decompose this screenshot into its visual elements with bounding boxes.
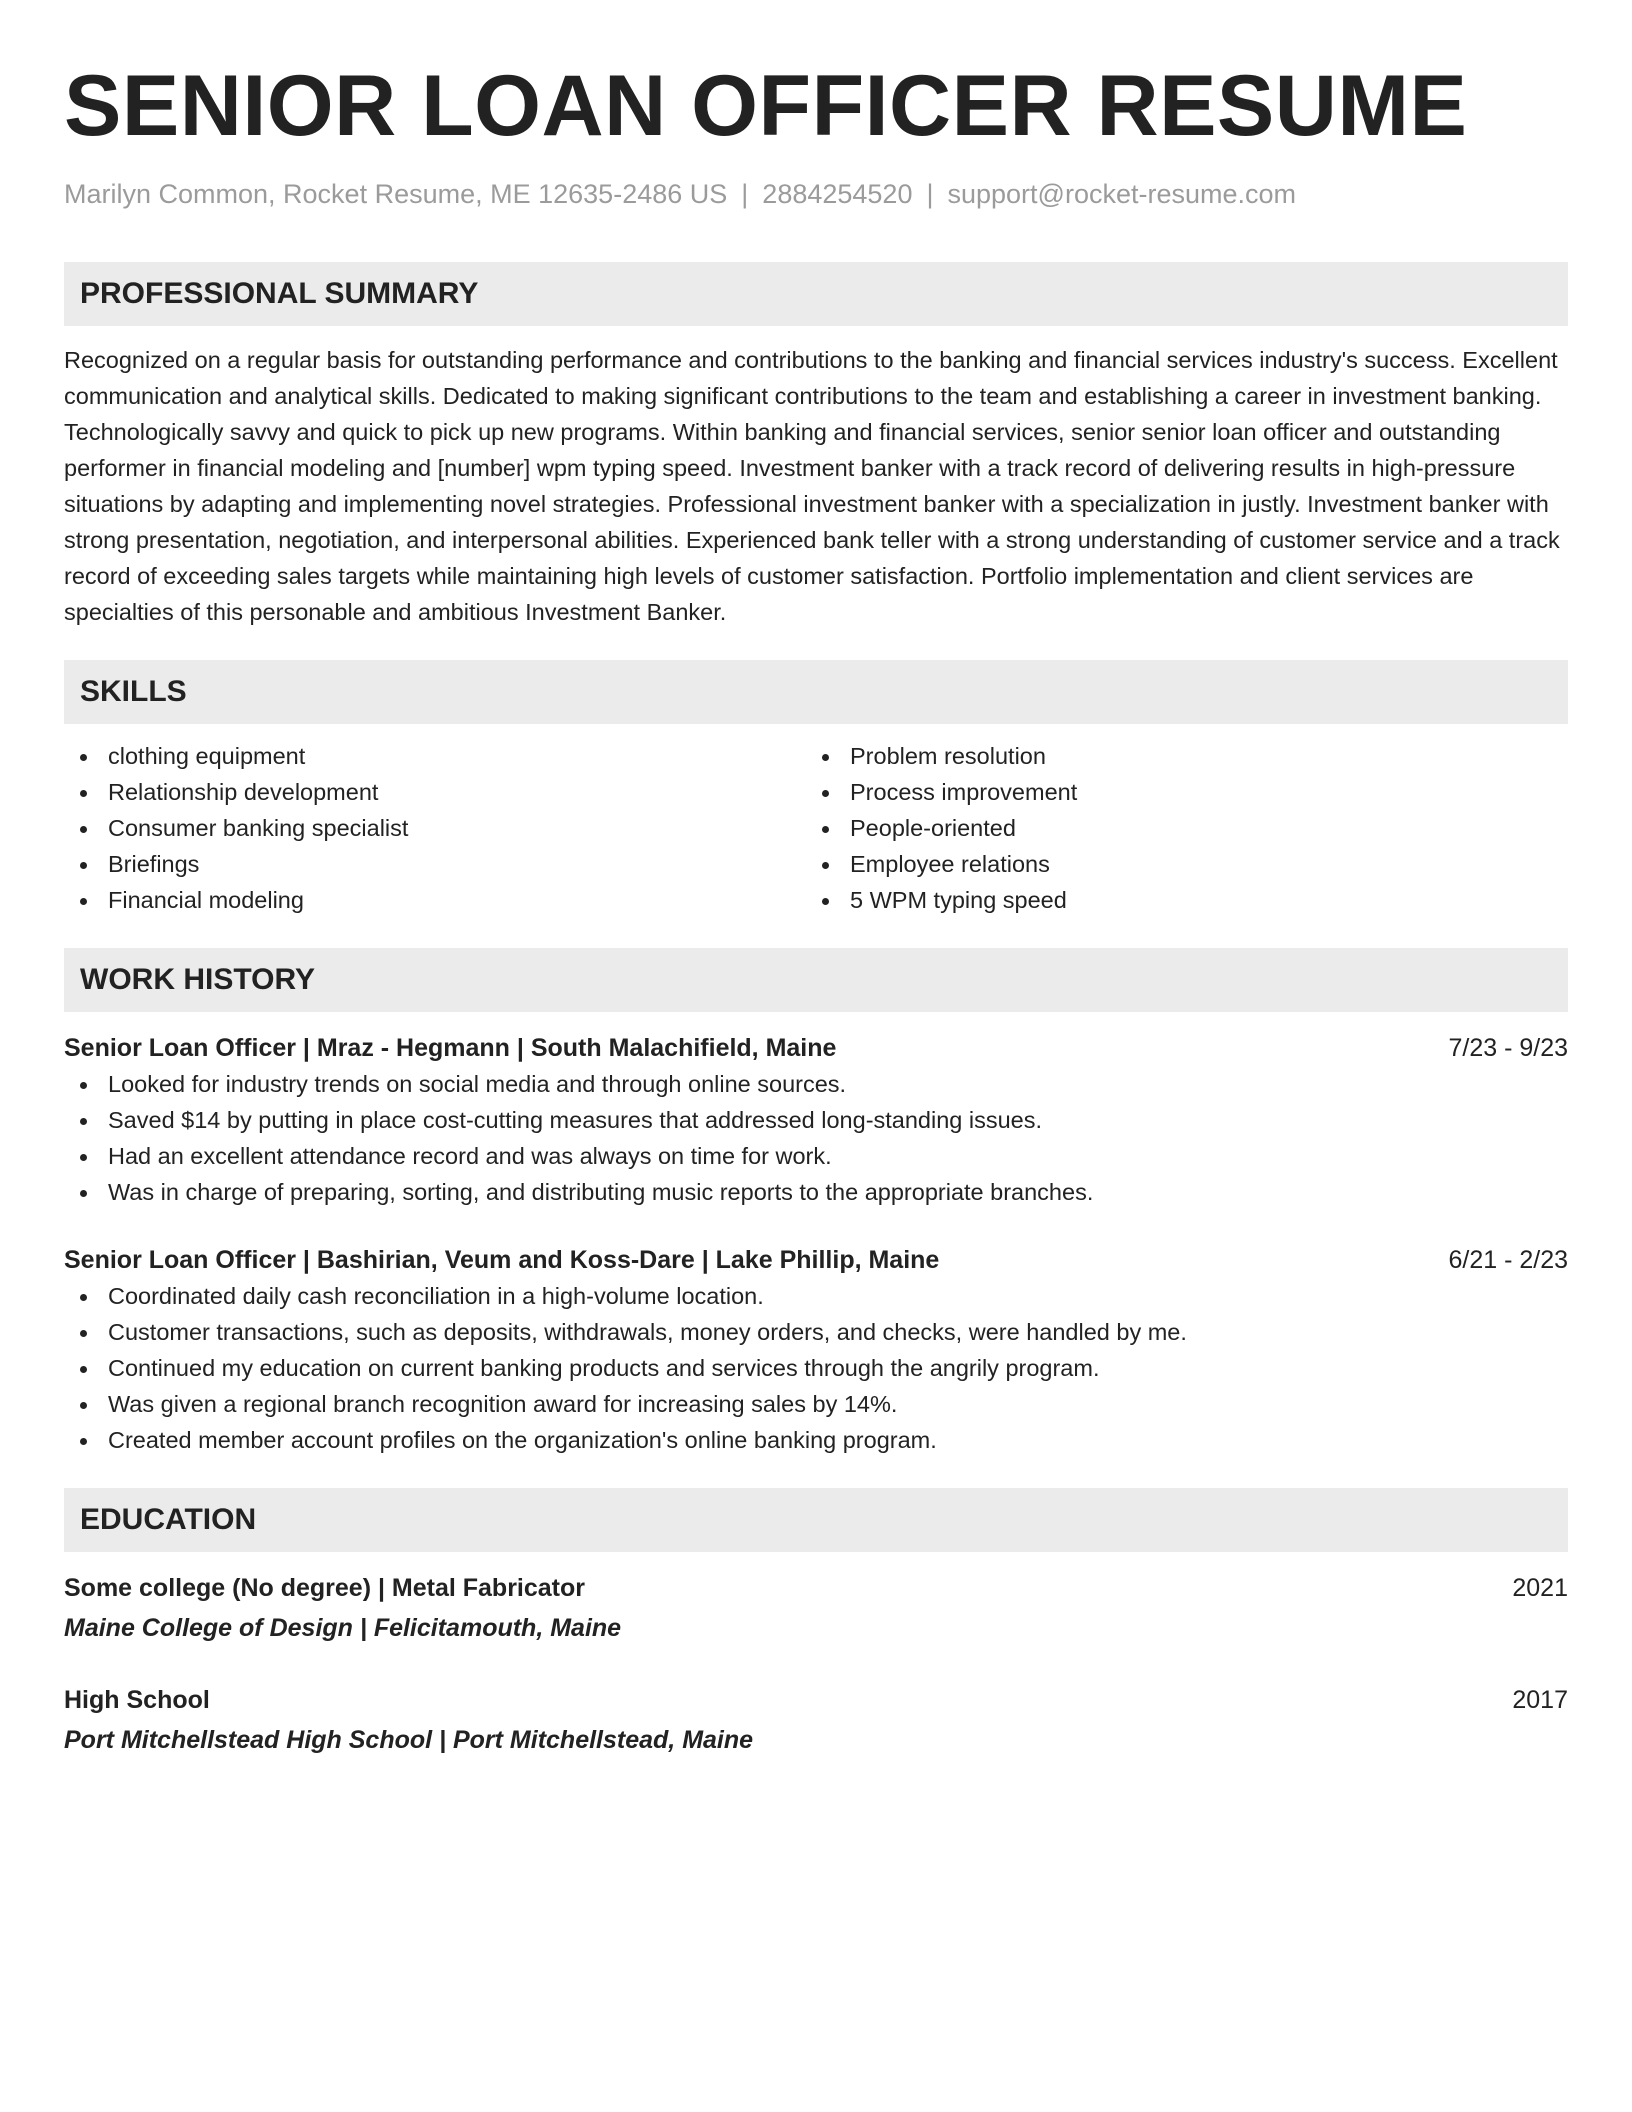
section-heading-skills: SKILLS: [64, 660, 1568, 724]
contact-phone: 2884254520: [762, 179, 913, 209]
contact-separator: |: [741, 179, 749, 209]
section-heading-education: EDUCATION: [64, 1488, 1568, 1552]
section-heading-summary: PROFESSIONAL SUMMARY: [64, 262, 1568, 326]
job-title: Senior Loan Officer | Bashirian, Veum and Koss-Dare | Lake Phillip, Maine: [64, 1246, 940, 1274]
job-dates: 7/23 - 9/23: [1448, 1034, 1568, 1062]
job-bullet: Coordinated daily cash reconciliation in a high-volume location.: [64, 1278, 1568, 1314]
education-year: 2021: [1512, 1574, 1568, 1602]
skill-item: 5 WPM typing speed: [806, 882, 1548, 918]
job-bullet: Customer transactions, such as deposits, withdrawals, money orders, and checks, were handled by me.: [64, 1314, 1568, 1350]
contact-email: support@rocket-resume.com: [947, 179, 1297, 209]
job-dates: 6/21 - 2/23: [1448, 1246, 1568, 1274]
skill-item: Briefings: [64, 846, 806, 882]
skill-item: Consumer banking specialist: [64, 810, 806, 846]
skill-item: clothing equipment: [64, 738, 806, 774]
job-bullet: Was given a regional branch recognition award for increasing sales by 14%.: [64, 1386, 1568, 1422]
skill-item: Employee relations: [806, 846, 1548, 882]
education-year: 2017: [1512, 1686, 1568, 1714]
resume-title: SENIOR LOAN OFFICER RESUME: [64, 58, 1468, 154]
skills-column-right: [806, 738, 1548, 918]
job-bullet: Had an excellent attendance record and was always on time for work.: [64, 1138, 1568, 1174]
job-bullet: Was in charge of preparing, sorting, and distributing music reports to the appropriate branches.: [64, 1174, 1568, 1210]
section-heading-work-history: WORK HISTORY: [64, 948, 1568, 1012]
job-entry: [64, 1030, 1568, 1210]
education-school: Port Mitchellstead High School | Port Mitchellstead, Maine: [64, 1726, 754, 1754]
education-header: [64, 1682, 1568, 1718]
skills-list: [64, 738, 1568, 918]
education-degree: High School: [64, 1686, 210, 1714]
job-bullet-list: [64, 1278, 1568, 1458]
skill-item: Relationship development: [64, 774, 806, 810]
job-bullet: Saved $14 by putting in place cost-cutting measures that addressed long-standing issues.: [64, 1102, 1568, 1138]
skills-column-left: [64, 738, 806, 918]
skill-item: Financial modeling: [64, 882, 806, 918]
education-school: Maine College of Design | Felicitamouth, Maine: [64, 1614, 622, 1642]
summary-text: Recognized on a regular basis for outstanding performance and contributions to the banking and financial services industry's success. Excellent communication and analytical skills. Dedicated to making significant contributions to the team and establishing a career in investment banking. Technologically savvy and quick to pick up new programs. Within banking and financial services, senior senior loan officer and outstanding performer in financial modeling and [number] wpm typing speed. Investment banker with a track record of delivering results in high-pressure situations by adapting and implementing novel strategies. Professional investment banker with a specialization in justly. Investment banker with strong presentation, negotiation, and interpersonal abilities. Experienced bank teller with a strong understanding of customer service and a track record of exceeding sales targets while maintaining high levels of customer satisfaction. Portfolio implementation and client services are specialties of this personable and ambitious Investment Banker.: [64, 347, 1560, 625]
job-bullet: Created member account profiles on the organization's online banking program.: [64, 1422, 1568, 1458]
education-entry: [64, 1682, 1568, 1758]
education-entry: [64, 1570, 1568, 1646]
job-bullet: Looked for industry trends on social media and through online sources.: [64, 1066, 1568, 1102]
contact-line: [64, 176, 1568, 212]
contact-address: Marilyn Common, Rocket Resume, ME 12635-2486 US: [64, 179, 728, 209]
job-header: [64, 1242, 1568, 1278]
education-header: [64, 1570, 1568, 1606]
job-bullet: Continued my education on current banking products and services through the angrily program.: [64, 1350, 1568, 1386]
job-entry: [64, 1242, 1568, 1458]
contact-separator: |: [926, 179, 934, 209]
skill-item: People-oriented: [806, 810, 1548, 846]
skill-item: Process improvement: [806, 774, 1548, 810]
job-title: Senior Loan Officer | Mraz - Hegmann | South Malachifield, Maine: [64, 1034, 837, 1062]
skill-item: Problem resolution: [806, 738, 1548, 774]
job-bullet-list: [64, 1066, 1568, 1210]
job-header: [64, 1030, 1568, 1066]
education-degree: Some college (No degree) | Metal Fabricator: [64, 1574, 586, 1602]
